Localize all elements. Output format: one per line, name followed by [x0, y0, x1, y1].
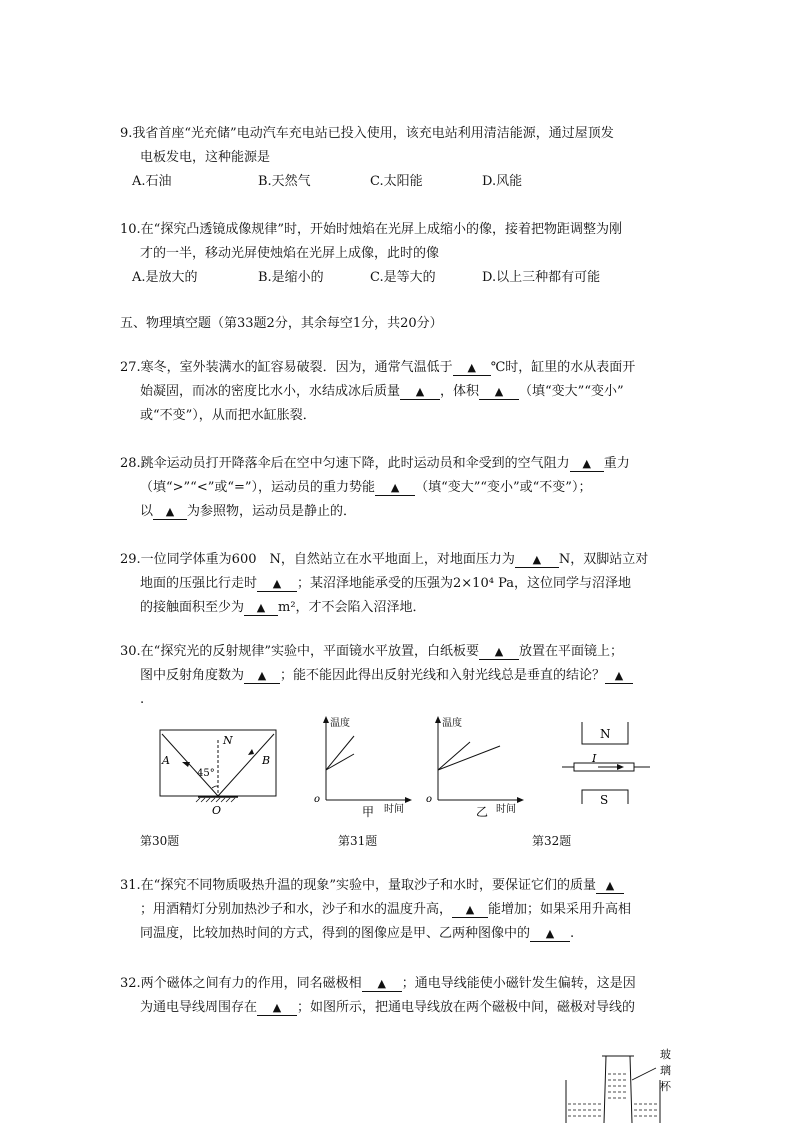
graph-yi — [426, 716, 524, 819]
question-32 — [120, 972, 680, 1020]
answer-blank[interactable]: ▲ — [153, 505, 187, 520]
answer-blank[interactable]: ▲ — [400, 385, 440, 400]
q29-text-d: ；某沼泽地能承受的压强为2×10⁴ Pa，这位同学与沼泽地 — [297, 576, 631, 591]
question-29 — [120, 548, 680, 620]
graph-jia — [314, 716, 412, 819]
water-lines — [568, 1074, 658, 1116]
option-b: B.天然气 — [258, 174, 311, 189]
q32-text-d: ；如图所示，把通电导线放在两个磁极中间，磁极对导线的 — [297, 1000, 636, 1015]
question-31 — [120, 874, 680, 946]
q30-text-a: 30.在“探究光的反射规律”实验中，平面镜水平放置，白纸板要 — [120, 644, 479, 659]
cup-label-3: 杯 — [660, 1080, 671, 1093]
question-9-line1: 9.我省首座“光充储”电动汽车充电站已投入使用，该充电站利用清洁能源，通过屋顶发 — [120, 126, 614, 141]
q30-text-e: . — [140, 692, 145, 707]
answer-blank[interactable]: ▲ — [515, 553, 559, 568]
answer-blank[interactable]: ▲ — [453, 361, 491, 376]
q28-text-f: 为参照物，运动员是静止的． — [187, 504, 357, 519]
q28-text-e: 以 — [140, 504, 154, 519]
q30-text-d: ；能不能因此得出反射光线和入射光线总是垂直的结论？ — [280, 668, 606, 683]
q28-text-c: （填“>”“<”或“=”），运动员的重力势能 — [140, 480, 376, 495]
answer-blank[interactable]: ▲ — [479, 385, 519, 400]
option-d: D.风能 — [482, 174, 523, 189]
q29-text-f: m²，才不会陷入沼泽地． — [278, 600, 426, 615]
xlabel-yi: 时间 — [496, 804, 516, 815]
ylabel-jia: 温度 — [330, 718, 350, 729]
answer-blank[interactable]: ▲ — [257, 1001, 297, 1016]
label-b: B — [262, 754, 271, 767]
cup-label-2: 璃 — [660, 1064, 671, 1077]
answer-blank[interactable]: ▲ — [605, 669, 633, 684]
q27-text-b: ℃时，缸里的水从表面开 — [490, 360, 636, 375]
xlabel-jia: 时间 — [384, 804, 404, 815]
origin-yi: o — [426, 794, 433, 805]
answer-blank[interactable]: ▲ — [452, 903, 488, 918]
question-27 — [120, 356, 680, 428]
q31-text-b: ；用酒精灯分别加热沙子和水，沙子和水的温度升高， — [140, 902, 453, 917]
caption-30: 第30题 — [140, 834, 180, 848]
question-9 — [120, 122, 680, 194]
q28-text-a: 28.跳伞运动员打开降落伞后在空中匀速下降，此时运动员和伞受到的空气阻力 — [120, 456, 570, 471]
q31-text-c: 能增加；如果采用升高相 — [488, 902, 632, 917]
cup-label-1: 玻 — [660, 1048, 671, 1061]
answer-blank[interactable]: ▲ — [530, 927, 570, 942]
reflected-arrow-icon — [248, 749, 254, 755]
label-north: N — [600, 727, 611, 741]
q28-text-b: 重力 — [603, 456, 630, 471]
q27-text-a: 27.寒冬，室外装满水的缸容易破裂．因为，通常气温低于 — [120, 360, 453, 375]
option-b: B.是缩小的 — [258, 270, 324, 285]
figure-glass-cup — [562, 1040, 692, 1123]
answer-blank[interactable]: ▲ — [479, 645, 519, 660]
q31-text-e: . — [570, 926, 575, 941]
caption-32: 第32题 — [532, 834, 572, 848]
question-30 — [120, 640, 680, 712]
answer-blank[interactable]: ▲ — [362, 977, 402, 992]
section-title: 五、物理填空题（第33题2分，其余每空1分，共20分） — [120, 316, 443, 331]
question-10-line1: 10.在“探究凸透镜成像规律”时，开始时烛焰在光屏上成缩小的像，接着把物距调整为刚 — [120, 222, 622, 237]
answer-blank[interactable]: ▲ — [257, 577, 297, 592]
question-9-line2: 电板发电，这种能源是 — [140, 150, 271, 165]
line-yi-1 — [438, 742, 470, 770]
option-a: A.是放大的 — [132, 270, 198, 285]
q29-text-a: 29.一位同学体重为600 N，自然站立在水平地面上，对地面压力为 — [120, 552, 515, 567]
label-current: I — [592, 752, 597, 765]
q30-text-c: 图中反射角度数为 — [140, 668, 245, 683]
q27-text-e: （填“变大”“变小” — [519, 384, 624, 399]
answer-blank[interactable]: ▲ — [244, 669, 280, 684]
q29-text-c: 地面的压强比行走时 — [140, 576, 258, 591]
q31-text-a: 31.在“探究不同物质吸热升温的现象”实验中，量取沙子和水时，要保证它们的质量 — [120, 878, 596, 893]
figure-30-reflection — [150, 722, 290, 822]
ylabel-yi: 温度 — [442, 718, 462, 729]
q29-text-e: 的接触面积至少为 — [140, 600, 245, 615]
question-10-line2: 才的一半，移动光屏使烛焰在光屏上成像，此时的像 — [140, 246, 440, 261]
origin-jia: o — [314, 794, 321, 805]
label-pointer — [632, 1068, 656, 1080]
q32-text-a: 32.两个磁体之间有力的作用，同名磁极相 — [120, 976, 362, 991]
angle-label: 45° — [197, 768, 215, 779]
label-o: O — [212, 804, 222, 817]
answer-blank[interactable]: ▲ — [244, 601, 278, 616]
option-c: C.是等大的 — [370, 270, 436, 285]
question-28 — [120, 452, 680, 524]
figure-32-magnets — [560, 718, 660, 810]
q27-text-c: 始凝固，而冰的密度比水小，水结成冰后质量 — [140, 384, 401, 399]
label-a: A — [162, 754, 170, 767]
answer-blank[interactable]: ▲ — [375, 481, 415, 496]
question-10 — [120, 218, 680, 290]
label-yi: 乙 — [476, 805, 489, 819]
q27-text-f: 或“不变”），从而把水缸胀裂． — [140, 408, 316, 423]
caption-31: 第31题 — [338, 834, 378, 848]
angle-arc — [212, 786, 218, 788]
mirror-hatch — [196, 798, 235, 802]
q27-text-d: ，体积 — [440, 384, 480, 399]
label-n: N — [223, 734, 233, 747]
question-10-options — [120, 266, 680, 290]
line-jia-2 — [326, 754, 354, 770]
q30-text-b: 放置在平面镜上； — [518, 644, 623, 659]
label-jia: 甲 — [362, 805, 375, 819]
q31-text-d: 同温度，比较加热时间的方式，得到的图像应是甲、乙两种图像中的 — [140, 926, 531, 941]
question-9-options — [120, 170, 680, 194]
q29-text-b: N，双脚站立对 — [558, 552, 649, 567]
answer-blank[interactable]: ▲ — [596, 879, 624, 894]
q28-text-d: （填“变大”“变小”或“不变”）； — [415, 480, 592, 495]
label-south: S — [600, 793, 609, 807]
line-yi-2 — [438, 746, 500, 770]
incident-ray — [162, 734, 218, 796]
option-d: D.以上三种都有可能 — [482, 270, 601, 285]
q32-text-b: ；通电导线能使小磁针发生偏转，这是因 — [401, 976, 636, 991]
incident-arrow-icon — [182, 762, 190, 767]
glass-cup — [604, 1056, 632, 1123]
line-jia-1 — [326, 736, 354, 770]
q32-text-c: 为通电导线周围存在 — [140, 1000, 258, 1015]
answer-blank[interactable]: ▲ — [570, 457, 604, 472]
figure-31-graphs — [310, 710, 540, 820]
option-a: A.石油 — [132, 174, 172, 189]
option-c: C.太阳能 — [370, 174, 423, 189]
